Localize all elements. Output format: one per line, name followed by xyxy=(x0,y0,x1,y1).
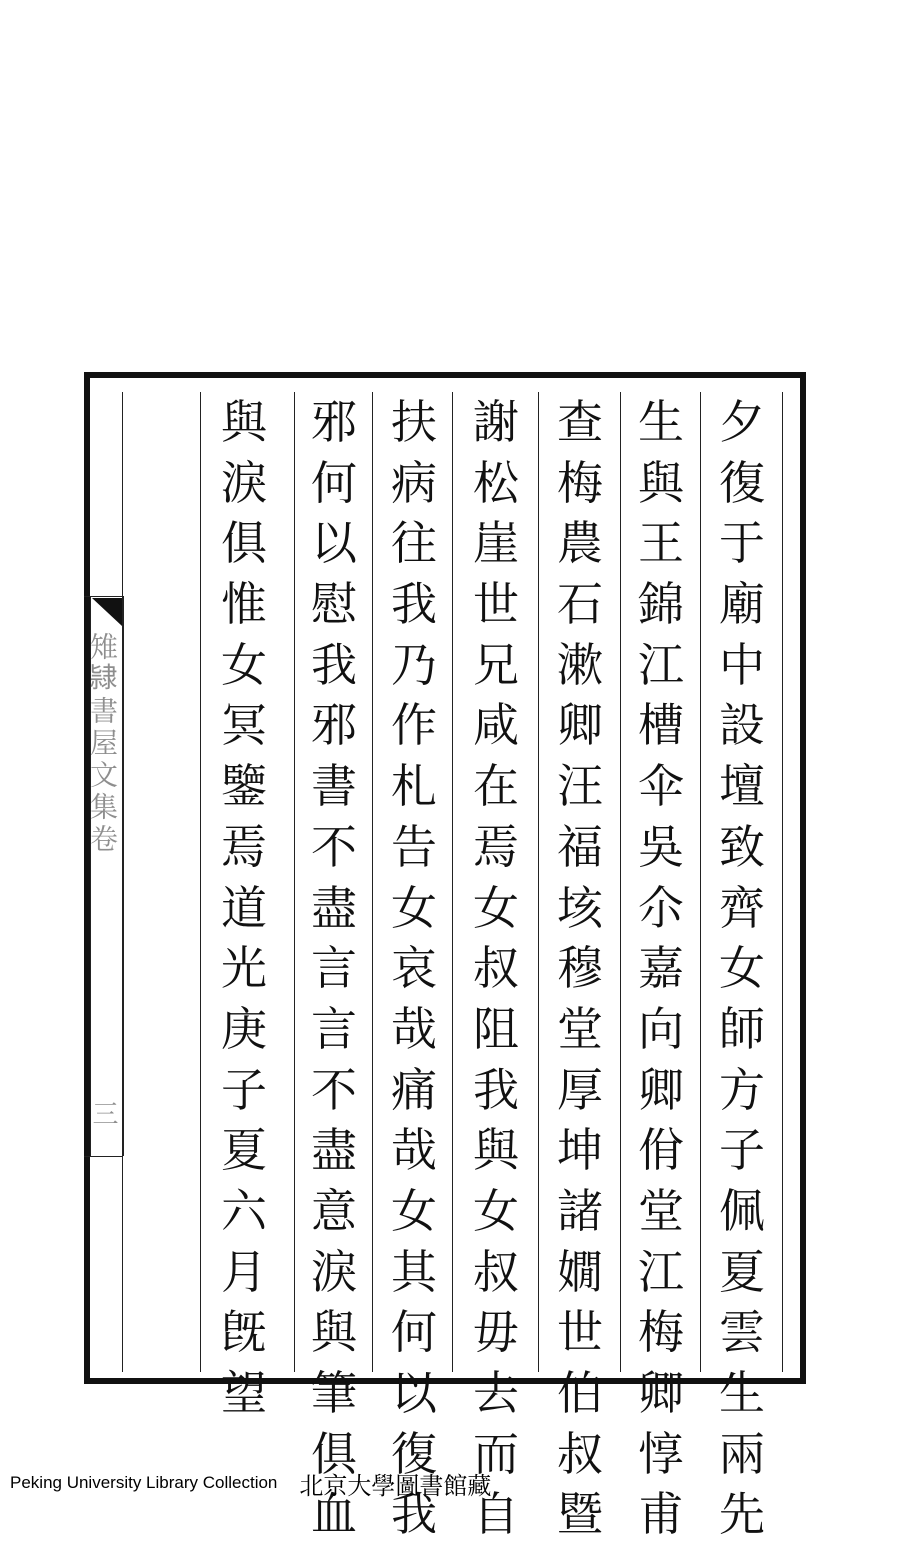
text-character: 叔 xyxy=(473,941,519,996)
text-character: 雲 xyxy=(719,1305,765,1360)
text-character: 齊 xyxy=(719,880,765,935)
text-character: 盡 xyxy=(311,1123,357,1178)
text-character: 卿 xyxy=(638,1366,684,1420)
text-character: 嘉 xyxy=(638,941,684,996)
text-column-5 xyxy=(384,392,444,1542)
text-character: 石 xyxy=(557,577,603,632)
text-character: 哀 xyxy=(391,941,437,996)
text-character: 自 xyxy=(473,1487,519,1542)
text-character: 廟 xyxy=(719,577,765,632)
text-character: 伞 xyxy=(638,759,684,814)
text-character: 焉 xyxy=(473,819,519,874)
text-character: 漱 xyxy=(557,637,603,692)
text-character: 槽 xyxy=(638,698,684,753)
text-character: 夏 xyxy=(221,1123,267,1178)
text-character: 何 xyxy=(391,1305,437,1360)
text-character: 其 xyxy=(391,1244,437,1299)
text-character: 卿 xyxy=(638,1062,684,1117)
text-character: 江 xyxy=(638,637,684,692)
text-character: 尒 xyxy=(638,880,684,935)
text-character: 惇 xyxy=(638,1426,684,1481)
text-character: 而 xyxy=(473,1426,519,1481)
text-character: 我 xyxy=(391,1487,437,1542)
text-character: 焉 xyxy=(221,819,267,874)
text-character: 女 xyxy=(473,880,519,935)
text-character: 與 xyxy=(473,1123,519,1178)
text-character: 師 xyxy=(719,1001,765,1056)
text-character: 在 xyxy=(473,759,519,814)
text-character: 邪 xyxy=(311,698,357,753)
text-column-2 xyxy=(631,392,691,1542)
text-character: 不 xyxy=(311,1062,357,1117)
text-character: 方 xyxy=(719,1062,765,1117)
text-character: 查 xyxy=(557,395,603,449)
text-character: 與 xyxy=(311,1305,357,1360)
text-character: 謝 xyxy=(473,395,519,449)
text-character: 甫 xyxy=(638,1487,684,1542)
margin-page-number: 三 xyxy=(88,1100,118,1126)
text-character: 淚 xyxy=(311,1244,357,1299)
text-column-4 xyxy=(466,392,526,1542)
text-character: 兄 xyxy=(473,637,519,692)
text-character: 札 xyxy=(391,759,437,814)
text-character: 以 xyxy=(391,1366,437,1420)
text-character: 農 xyxy=(557,516,603,571)
text-character: 佾 xyxy=(638,1123,684,1178)
column-rule xyxy=(200,392,201,1372)
text-character: 旣 xyxy=(221,1305,267,1360)
text-character: 復 xyxy=(391,1426,437,1481)
text-character: 松 xyxy=(473,455,519,510)
text-column-6 xyxy=(304,392,364,1542)
text-character: 俱 xyxy=(221,516,267,571)
text-character: 嫺 xyxy=(557,1244,603,1299)
text-character: 王 xyxy=(638,516,684,571)
text-character: 言 xyxy=(311,941,357,996)
text-character: 何 xyxy=(311,455,357,510)
text-character: 我 xyxy=(391,577,437,632)
text-column-3 xyxy=(550,392,610,1542)
text-character: 作 xyxy=(391,698,437,753)
text-character: 鑒 xyxy=(221,759,267,814)
text-column-1 xyxy=(712,392,772,1542)
text-character: 與 xyxy=(221,395,267,449)
text-character: 江 xyxy=(638,1244,684,1299)
text-character: 吳 xyxy=(638,819,684,874)
text-character: 病 xyxy=(391,455,437,510)
text-character: 復 xyxy=(719,455,765,510)
footer-chinese: 北京大學圖書館藏 xyxy=(299,1471,492,1500)
text-character: 梅 xyxy=(638,1305,684,1360)
text-character: 梅 xyxy=(557,455,603,510)
text-character: 世 xyxy=(473,577,519,632)
text-character: 生 xyxy=(638,395,684,449)
text-character: 女 xyxy=(391,880,437,935)
text-character: 于 xyxy=(719,516,765,571)
text-character: 暨 xyxy=(557,1487,603,1542)
footer xyxy=(10,1468,491,1498)
column-rule xyxy=(620,392,621,1372)
text-character: 子 xyxy=(719,1123,765,1178)
text-column-7 xyxy=(214,392,274,1420)
text-character: 與 xyxy=(638,455,684,510)
text-character: 慰 xyxy=(311,577,357,632)
text-character: 淚 xyxy=(221,455,267,510)
column-rule xyxy=(700,392,701,1372)
text-character: 向 xyxy=(638,1001,684,1056)
text-character: 堂 xyxy=(557,1001,603,1056)
text-character: 諸 xyxy=(557,1183,603,1238)
text-character: 痛 xyxy=(391,1062,437,1117)
margin-book-title: 雉𨽻書屋文集卷 xyxy=(86,632,119,856)
text-character: 告 xyxy=(391,819,437,874)
text-character: 福 xyxy=(557,819,603,874)
column-rule xyxy=(372,392,373,1372)
text-character: 哉 xyxy=(391,1001,437,1056)
text-character: 佩 xyxy=(719,1183,765,1238)
text-character: 哉 xyxy=(391,1123,437,1178)
text-character: 堂 xyxy=(638,1183,684,1238)
text-character: 盡 xyxy=(311,880,357,935)
text-character: 兩 xyxy=(719,1426,765,1481)
text-character: 道 xyxy=(221,880,267,935)
text-character: 往 xyxy=(391,516,437,571)
text-character: 生 xyxy=(719,1366,765,1420)
text-character: 月 xyxy=(221,1244,267,1299)
text-character: 壇 xyxy=(719,759,765,814)
text-character: 筆 xyxy=(311,1366,357,1420)
text-character: 我 xyxy=(311,637,357,692)
text-character: 伯 xyxy=(557,1366,603,1420)
text-character: 冥 xyxy=(221,698,267,753)
text-character: 言 xyxy=(311,1001,357,1056)
text-character: 我 xyxy=(473,1062,519,1117)
text-character: 乃 xyxy=(391,637,437,692)
column-rule xyxy=(782,392,783,1372)
text-character: 女 xyxy=(473,1183,519,1238)
page-frame xyxy=(84,372,806,1384)
margin-line xyxy=(84,1156,122,1157)
text-character: 中 xyxy=(719,637,765,692)
text-character: 叔 xyxy=(557,1426,603,1481)
text-character: 卿 xyxy=(557,698,603,753)
text-character: 女 xyxy=(221,637,267,692)
column-rule xyxy=(538,392,539,1372)
text-character: 六 xyxy=(221,1183,267,1238)
column-rule xyxy=(452,392,453,1372)
text-character: 崖 xyxy=(473,516,519,571)
text-character: 致 xyxy=(719,819,765,874)
text-character: 扶 xyxy=(391,395,437,449)
text-character: 先 xyxy=(719,1487,765,1542)
text-character: 意 xyxy=(311,1183,357,1238)
text-character: 女 xyxy=(391,1183,437,1238)
text-character: 庚 xyxy=(221,1001,267,1056)
text-character: 阻 xyxy=(473,1001,519,1056)
text-character: 邪 xyxy=(311,395,357,449)
text-character: 俱 xyxy=(311,1426,357,1481)
text-character: 子 xyxy=(221,1062,267,1117)
text-character: 夏 xyxy=(719,1244,765,1299)
text-character: 望 xyxy=(221,1366,267,1420)
text-character: 咸 xyxy=(473,698,519,753)
text-character: 穆 xyxy=(557,941,603,996)
text-character: 叔 xyxy=(473,1244,519,1299)
text-character: 坤 xyxy=(557,1123,603,1178)
text-character: 書 xyxy=(311,759,357,814)
text-character: 設 xyxy=(719,698,765,753)
margin-line xyxy=(84,596,122,597)
text-character: 光 xyxy=(221,941,267,996)
text-character: 汪 xyxy=(557,759,603,814)
text-character: 夕 xyxy=(719,395,765,449)
text-character: 不 xyxy=(311,819,357,874)
text-character: 毋 xyxy=(473,1305,519,1360)
text-character: 世 xyxy=(557,1305,603,1360)
text-character: 錦 xyxy=(638,577,684,632)
fishtail-mark xyxy=(92,598,122,626)
text-character: 女 xyxy=(719,941,765,996)
text-character: 厚 xyxy=(557,1062,603,1117)
text-character: 以 xyxy=(311,516,357,571)
column-rule xyxy=(294,392,295,1372)
footer-english: Peking University Library Collection xyxy=(10,1473,278,1492)
text-character: 去 xyxy=(473,1366,519,1420)
text-character: 血 xyxy=(311,1487,357,1542)
text-character: 垓 xyxy=(557,880,603,935)
text-character: 惟 xyxy=(221,577,267,632)
